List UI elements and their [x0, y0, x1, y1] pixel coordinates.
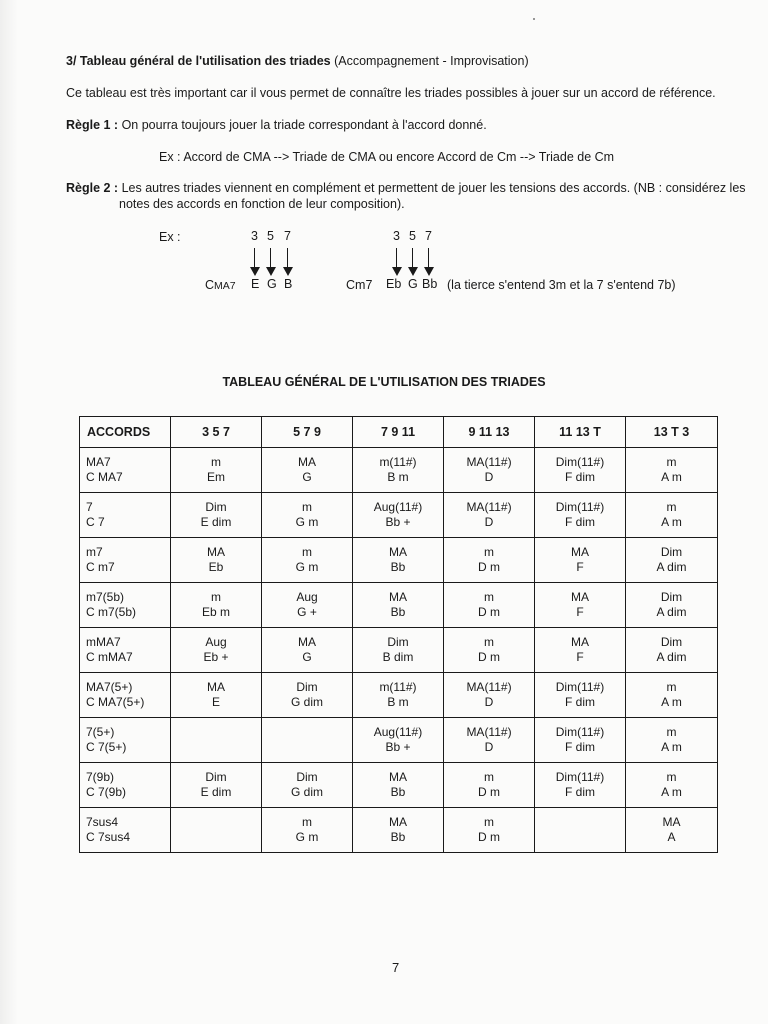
chord2-name: Cm7 — [346, 278, 373, 292]
triad-name: A dim — [656, 605, 687, 619]
triad-quality: m — [484, 545, 494, 559]
table-body — [80, 448, 718, 853]
triad-cell — [171, 538, 262, 583]
chord1-degree: 5 — [267, 229, 274, 243]
chord2-note: G — [408, 277, 418, 291]
triad-cell — [535, 538, 626, 583]
triad-cell — [171, 448, 262, 493]
triad-quality: m — [302, 500, 312, 514]
triad-quality: m — [484, 770, 494, 784]
triad-name: G + — [297, 605, 317, 619]
triad-quality: m — [302, 815, 312, 829]
triad-name: G — [302, 470, 312, 484]
triad-cell — [444, 763, 535, 808]
triad-cell — [171, 673, 262, 718]
triad-name: F — [576, 605, 584, 619]
triad-quality: m — [302, 545, 312, 559]
rule2-label: Règle 2 : — [66, 181, 119, 195]
table-row — [80, 448, 718, 493]
triad-cell — [262, 493, 353, 538]
chord-type: m7(5b) — [86, 590, 125, 604]
triad-quality: m — [666, 500, 677, 514]
triad-cell — [171, 763, 262, 808]
triad-cell — [626, 448, 718, 493]
triad-cell — [535, 718, 626, 763]
triad-quality: MA — [207, 680, 225, 694]
triad-cell — [262, 808, 353, 853]
chord-cell — [80, 448, 171, 493]
triad-cell — [262, 628, 353, 673]
triad-quality: m — [211, 455, 221, 469]
triad-quality: MA — [571, 545, 589, 559]
triad-name: B dim — [382, 650, 414, 664]
triad-name: G m — [295, 560, 319, 574]
triad-quality: m — [666, 680, 677, 694]
triad-name: Bb — [390, 785, 406, 799]
triad-quality: MA — [389, 815, 407, 829]
triad-quality: m — [666, 770, 677, 784]
triad-cell — [262, 583, 353, 628]
section-title-bold: 3/ Tableau général de l'utilisation des triades — [66, 54, 331, 68]
chord-cell — [80, 808, 171, 853]
chord2-note: Bb — [422, 277, 438, 291]
table-row — [80, 493, 718, 538]
triad-name: A m — [661, 785, 682, 799]
triad-name: A m — [661, 470, 682, 484]
triad-quality: MA — [389, 545, 407, 559]
triad-cell — [626, 538, 718, 583]
table-row — [80, 718, 718, 763]
chord2-degree: 7 — [425, 229, 432, 243]
triad-quality: Dim(11#) — [555, 680, 605, 694]
down-arrow-icon — [408, 248, 418, 276]
triad-cell — [626, 628, 718, 673]
down-arrow-icon — [283, 248, 293, 276]
column-header: 9 11 13 — [444, 417, 535, 448]
triad-cell — [353, 763, 444, 808]
triad-quality: MA — [571, 635, 589, 649]
triad-cell — [535, 628, 626, 673]
triad-cell — [444, 628, 535, 673]
triad-cell — [535, 493, 626, 538]
triad-name: F dim — [565, 695, 595, 709]
triad-cell — [353, 673, 444, 718]
triad-name: G dim — [290, 695, 323, 709]
triad-name: A m — [661, 515, 682, 529]
triad-quality: m(11#) — [379, 455, 417, 469]
triad-quality: MA — [207, 545, 225, 559]
triad-quality: MA — [389, 590, 407, 604]
triad-name: Bb + — [385, 740, 411, 754]
chord-cell — [80, 673, 171, 718]
triad-cell — [535, 763, 626, 808]
triad-cell — [444, 448, 535, 493]
rule1-example: Ex : Accord de CMA --> Triade de CMA ou encore Accord de Cm --> Triade de Cm — [159, 150, 615, 164]
intro-text: Ce tableau est très important car il vous permet de connaître les triades possibles à jouer sur un accord de référence. — [66, 86, 716, 100]
triad-quality: Dim — [387, 635, 409, 649]
triad-cell — [535, 448, 626, 493]
section-title — [66, 53, 529, 69]
chord2-note: Eb — [386, 277, 402, 291]
chord-type: m7 — [86, 545, 103, 559]
triad-quality: Dim — [296, 680, 318, 694]
triad-name: Bb + — [385, 515, 411, 529]
table-row — [80, 583, 718, 628]
chord-name: C mMA7 — [86, 650, 133, 664]
triad-quality: m(11#) — [379, 680, 417, 694]
triad-cell — [262, 673, 353, 718]
rule2 — [66, 180, 746, 196]
triad-cell — [535, 673, 626, 718]
chord-type: 7(9b) — [86, 770, 115, 784]
triad-name: E dim — [200, 515, 232, 529]
chord1-name-suffix: MA7 — [214, 280, 236, 292]
chord1-name — [205, 277, 236, 294]
triad-name: D m — [478, 830, 500, 844]
triad-name: A dim — [656, 560, 687, 574]
triad-cell — [171, 628, 262, 673]
triad-quality: Dim(11#) — [555, 455, 605, 469]
triad-name: G — [302, 650, 312, 664]
triad-cell — [353, 718, 444, 763]
triad-name: D — [484, 740, 494, 754]
triad-cell — [353, 628, 444, 673]
chord1-degree: 3 — [251, 229, 258, 243]
triad-cell — [262, 538, 353, 583]
chord2-degree: 3 — [393, 229, 400, 243]
triad-cell — [171, 493, 262, 538]
chord-cell — [80, 583, 171, 628]
down-arrow-icon — [266, 248, 276, 276]
chord-type: MA7(5+) — [86, 680, 133, 694]
triad-cell — [626, 673, 718, 718]
chord-name: C 7 — [86, 515, 105, 529]
triad-name: D m — [478, 560, 500, 574]
triad-cell — [535, 583, 626, 628]
chord1-note: B — [284, 277, 293, 291]
down-arrow-icon — [424, 248, 434, 276]
rule1-text: On pourra toujours jouer la triade correspondant à l'accord donné. — [118, 118, 487, 132]
triad-name: Bb — [390, 560, 406, 574]
triad-cell — [535, 808, 626, 853]
triad-cell — [444, 538, 535, 583]
triad-name: E dim — [200, 785, 232, 799]
table-row — [80, 763, 718, 808]
triad-quality: MA(11#) — [466, 455, 512, 469]
chord-name: C m7(5b) — [86, 605, 137, 619]
rule1 — [66, 117, 487, 133]
triad-name: B m — [387, 470, 409, 484]
chord-cell — [80, 538, 171, 583]
triad-quality: Dim — [205, 500, 227, 514]
triad-quality: MA — [298, 635, 316, 649]
triad-cell — [444, 673, 535, 718]
triad-cell — [444, 493, 535, 538]
rule2-text-line1: Les autres triades viennent en complément et permettent de jouer les tensions des accords. (NB : considérez les — [118, 181, 746, 195]
triad-quality: Dim — [660, 545, 683, 559]
triad-quality: MA — [298, 455, 316, 469]
triad-quality: Dim — [205, 770, 227, 784]
triad-quality: m — [211, 590, 221, 604]
triad-cell — [353, 448, 444, 493]
triad-cell — [262, 718, 353, 763]
triad-name: B m — [387, 695, 409, 709]
chord1-name-prefix: C — [205, 278, 215, 292]
triad-cell — [171, 808, 262, 853]
rule1-label: Règle 1 : — [66, 118, 119, 132]
triad-name: F dim — [565, 740, 595, 754]
triad-name: Em — [207, 470, 225, 484]
table-row — [80, 628, 718, 673]
chord1-note: G — [267, 277, 277, 291]
chord-type: 7sus4 — [86, 815, 119, 829]
page-number: 7 — [392, 960, 400, 975]
triad-cell — [353, 808, 444, 853]
page-edge-shadow — [0, 0, 18, 1024]
chord-name: C m7 — [86, 560, 115, 574]
chord1-note: E — [251, 277, 260, 291]
triad-quality: m — [484, 590, 494, 604]
example2-label: Ex : — [159, 230, 181, 244]
column-header: 5 7 9 — [262, 417, 353, 448]
table-header-row — [80, 417, 718, 448]
triad-name: G m — [295, 830, 319, 844]
triad-quality: MA(11#) — [466, 680, 512, 694]
triad-quality: Dim — [660, 590, 683, 604]
triad-cell — [171, 583, 262, 628]
triad-name: D — [484, 515, 494, 529]
triad-quality: m — [666, 455, 677, 469]
column-header: 7 9 11 — [353, 417, 444, 448]
triad-cell — [444, 583, 535, 628]
rule2-text-line2: notes des accords en fonction de leur composition). — [119, 197, 405, 211]
table-row — [80, 808, 718, 853]
chord2-degree: 5 — [409, 229, 416, 243]
chord-type: 7(5+) — [86, 725, 115, 739]
chord-name: C 7sus4 — [86, 830, 131, 844]
triad-quality: Dim(11#) — [555, 725, 605, 739]
triad-quality: Dim(11#) — [555, 500, 605, 514]
triad-name: A — [667, 830, 676, 844]
triad-quality: m — [666, 725, 677, 739]
triad-name: A m — [661, 695, 682, 709]
triad-cell — [353, 538, 444, 583]
chord-cell — [80, 628, 171, 673]
section-title-rest: (Accompagnement - Improvisation) — [330, 54, 529, 68]
triad-name: F dim — [565, 785, 595, 799]
triad-name: D m — [478, 785, 500, 799]
triad-quality: MA(11#) — [466, 500, 512, 514]
triad-cell — [353, 583, 444, 628]
triad-name: D — [484, 470, 494, 484]
triad-cell — [444, 808, 535, 853]
chord-cell — [80, 763, 171, 808]
triad-name: Bb — [390, 830, 406, 844]
triad-cell — [353, 493, 444, 538]
chord-type: mMA7 — [86, 635, 121, 649]
triad-quality: MA(11#) — [466, 725, 512, 739]
triad-quality: Aug(11#) — [373, 500, 423, 514]
triad-quality: Aug — [296, 590, 318, 604]
triad-name: G m — [295, 515, 319, 529]
triad-name: E — [211, 695, 220, 709]
triad-cell — [626, 763, 718, 808]
triad-name: D — [484, 695, 494, 709]
chord-type: MA7 — [86, 455, 111, 469]
triad-quality: Dim(11#) — [555, 770, 605, 784]
column-header: 3 5 7 — [171, 417, 262, 448]
triad-name: F dim — [565, 515, 595, 529]
chord-name: C 7(5+) — [86, 740, 127, 754]
chord1-degree: 7 — [284, 229, 291, 243]
triad-name: Eb m — [201, 605, 230, 619]
triad-name: D m — [478, 605, 500, 619]
triad-name: G dim — [290, 785, 323, 799]
triad-name: A dim — [656, 650, 687, 664]
triad-quality: Aug — [205, 635, 227, 649]
chord-name: C MA7 — [86, 470, 123, 484]
triad-name: F — [576, 650, 584, 664]
chord-name: C 7(9b) — [86, 785, 127, 799]
chord-cell — [80, 718, 171, 763]
column-header: ACCORDS — [80, 417, 171, 448]
triad-quality: m — [484, 815, 494, 829]
chord-type: 7 — [86, 500, 93, 514]
triad-name: Eb — [208, 560, 224, 574]
triad-cell — [626, 808, 718, 853]
down-arrow-icon — [392, 248, 402, 276]
triad-quality: MA — [662, 815, 681, 829]
triad-name: D m — [478, 650, 500, 664]
triad-name: F dim — [565, 470, 595, 484]
table-title: TABLEAU GÉNÉRAL DE L'UTILISATION DES TRIADES — [222, 375, 546, 389]
down-arrow-icon — [250, 248, 260, 276]
triad-cell — [626, 718, 718, 763]
triad-quality: Dim — [296, 770, 318, 784]
table-row — [80, 538, 718, 583]
chord-cell — [80, 493, 171, 538]
triad-quality: m — [484, 635, 494, 649]
triad-name: Bb — [390, 605, 406, 619]
triad-name: A m — [661, 740, 682, 754]
scan-speck — [533, 18, 535, 20]
triad-name: Eb + — [203, 650, 229, 664]
triad-cell — [444, 718, 535, 763]
triad-cell — [626, 493, 718, 538]
chord-name: C MA7(5+) — [86, 695, 145, 709]
triad-quality: Aug(11#) — [373, 725, 423, 739]
triad-quality: MA — [571, 590, 589, 604]
triad-name: F — [576, 560, 584, 574]
triad-cell — [171, 718, 262, 763]
triad-cell — [262, 763, 353, 808]
triad-cell — [262, 448, 353, 493]
triads-table — [79, 416, 718, 853]
column-header: 13 T 3 — [626, 417, 718, 448]
column-header: 11 13 T — [535, 417, 626, 448]
table-row — [80, 673, 718, 718]
triad-cell — [626, 583, 718, 628]
triad-quality: Dim — [660, 635, 683, 649]
triad-quality: MA — [389, 770, 407, 784]
example2-note: (la tierce s'entend 3m et la 7 s'entend 7b) — [447, 278, 676, 292]
